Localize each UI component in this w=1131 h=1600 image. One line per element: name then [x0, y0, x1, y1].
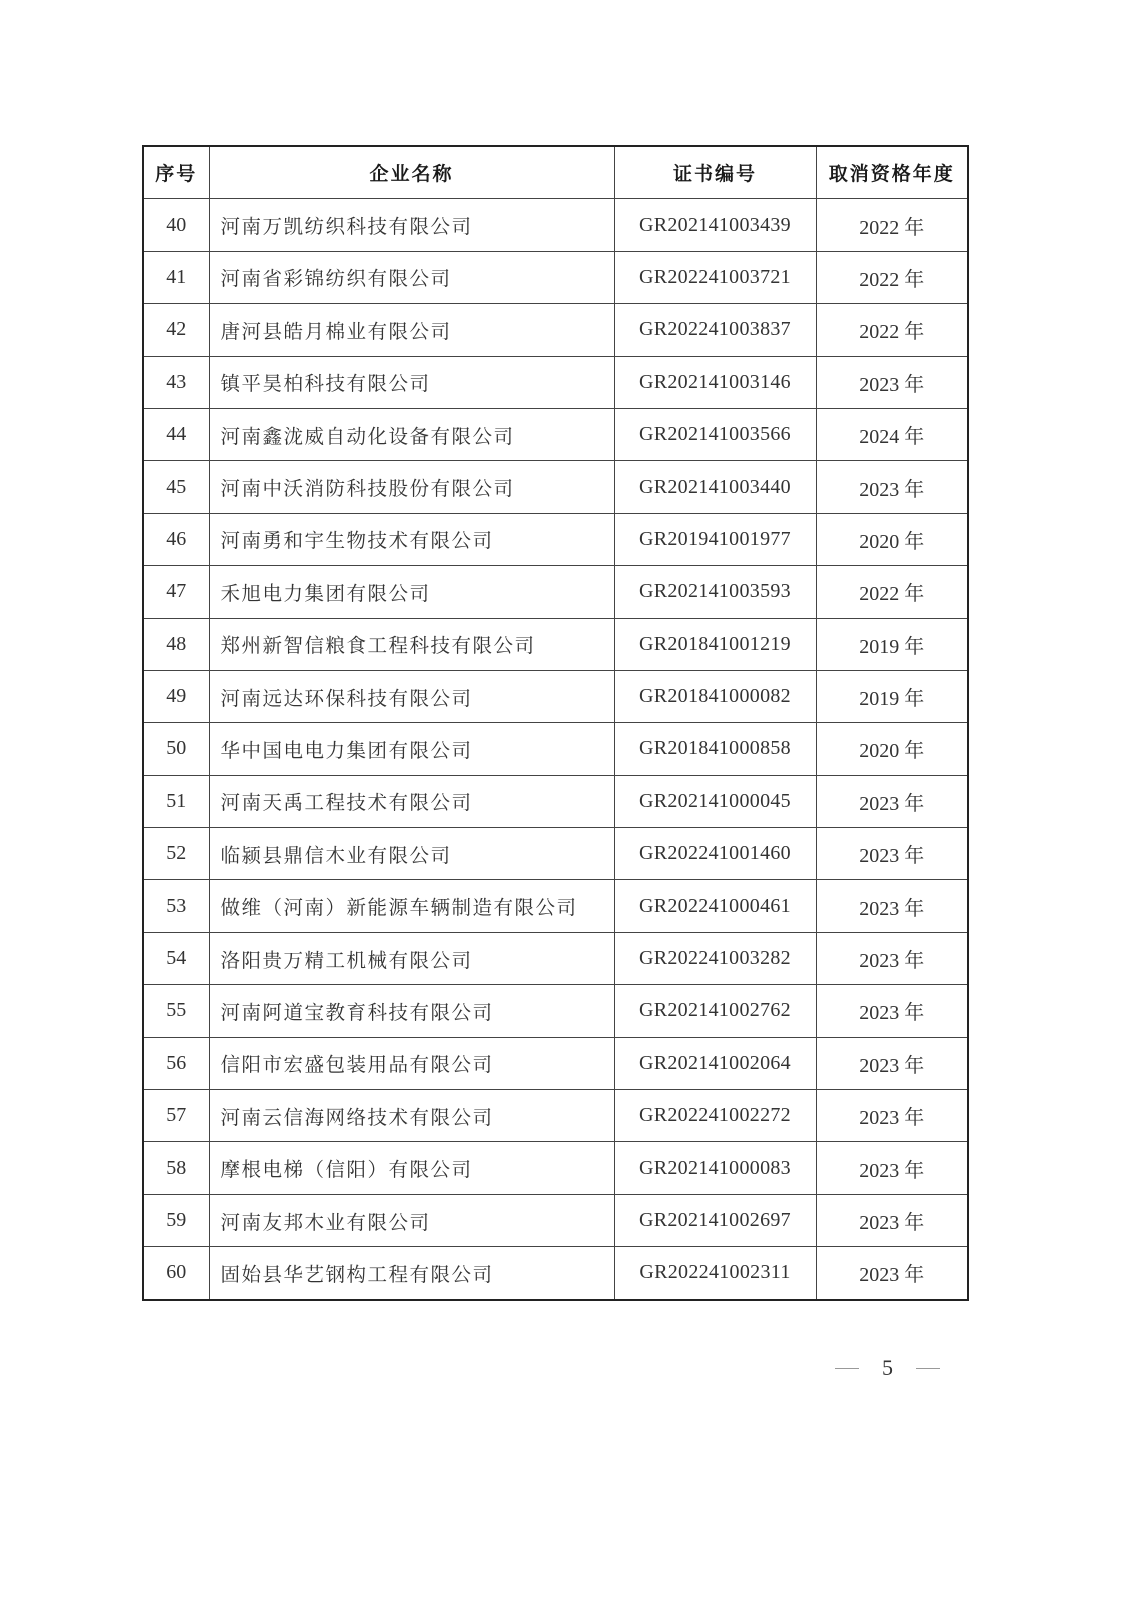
- company-name-cell: 摩根电梯（信阳）有限公司: [209, 1142, 614, 1194]
- revocation-year-cell: 2023 年: [816, 880, 968, 932]
- serial-no-cell: 60: [143, 1247, 209, 1300]
- certificate-no-cell: GR201941001977: [614, 513, 816, 565]
- revocation-year-cell: 2022 年: [816, 304, 968, 356]
- revocation-year-cell: 2022 年: [816, 566, 968, 618]
- revocation-year-cell: 2023 年: [816, 461, 968, 513]
- company-name-cell: 河南勇和宇生物技术有限公司: [209, 513, 614, 565]
- serial-no-cell: 40: [143, 199, 209, 251]
- certificate-no-cell: GR202241002272: [614, 1090, 816, 1142]
- certificate-no-cell: GR201841001219: [614, 618, 816, 670]
- table-row: [143, 723, 968, 775]
- certificate-no-cell: GR202141003440: [614, 461, 816, 513]
- company-name-cell: 信阳市宏盛包装用品有限公司: [209, 1037, 614, 1089]
- revocation-year-cell: 2024 年: [816, 408, 968, 460]
- certificate-no-cell: GR202241002311: [614, 1247, 816, 1300]
- certificate-no-cell: GR202141003593: [614, 566, 816, 618]
- certificate-no-cell: GR202141000045: [614, 775, 816, 827]
- serial-no-cell: 56: [143, 1037, 209, 1089]
- company-name-cell: 做维（河南）新能源车辆制造有限公司: [209, 880, 614, 932]
- header-company-name: 企业名称: [209, 146, 614, 199]
- company-name-cell: 临颍县鼎信木业有限公司: [209, 828, 614, 880]
- certificate-no-cell: GR202141000083: [614, 1142, 816, 1194]
- table-row: [143, 985, 968, 1037]
- certificate-no-cell: GR201841000858: [614, 723, 816, 775]
- revocation-year-cell: 2023 年: [816, 1194, 968, 1246]
- revocation-year-cell: 2023 年: [816, 356, 968, 408]
- serial-no-cell: 45: [143, 461, 209, 513]
- certificate-no-cell: GR201841000082: [614, 670, 816, 722]
- table-row: [143, 251, 968, 303]
- table-row: [143, 1247, 968, 1300]
- table-row: [143, 932, 968, 984]
- certificate-no-cell: GR202141002762: [614, 985, 816, 1037]
- serial-no-cell: 43: [143, 356, 209, 408]
- serial-no-cell: 58: [143, 1142, 209, 1194]
- table-row: [143, 513, 968, 565]
- certificate-no-cell: GR202241003721: [614, 251, 816, 303]
- table-row: [143, 356, 968, 408]
- revocation-year-cell: 2023 年: [816, 775, 968, 827]
- certificate-no-cell: GR202141003146: [614, 356, 816, 408]
- company-name-cell: 唐河县皓月棉业有限公司: [209, 304, 614, 356]
- company-name-cell: 固始县华艺钢构工程有限公司: [209, 1247, 614, 1300]
- serial-no-cell: 51: [143, 775, 209, 827]
- table-row: [143, 304, 968, 356]
- dash-right: [916, 1368, 940, 1369]
- table-row: [143, 1194, 968, 1246]
- serial-no-cell: 47: [143, 566, 209, 618]
- certificate-no-cell: GR202241000461: [614, 880, 816, 932]
- header-serial-no: 序号: [143, 146, 209, 199]
- page-number: [835, 1354, 940, 1382]
- company-name-cell: 郑州新智信粮食工程科技有限公司: [209, 618, 614, 670]
- revocation-year-cell: 2019 年: [816, 670, 968, 722]
- revocation-year-cell: 2022 年: [816, 251, 968, 303]
- company-name-cell: 华中国电电力集团有限公司: [209, 723, 614, 775]
- dash-left: [835, 1368, 859, 1369]
- header-revocation-year: 取消资格年度: [816, 146, 968, 199]
- revocation-year-cell: 2022 年: [816, 199, 968, 251]
- serial-no-cell: 53: [143, 880, 209, 932]
- revocation-year-cell: 2023 年: [816, 1142, 968, 1194]
- company-name-cell: 河南万凯纺织科技有限公司: [209, 199, 614, 251]
- serial-no-cell: 59: [143, 1194, 209, 1246]
- table-row: [143, 775, 968, 827]
- revocation-year-cell: 2020 年: [816, 723, 968, 775]
- revocation-table: [142, 145, 969, 1301]
- certificate-no-cell: GR202241001460: [614, 828, 816, 880]
- serial-no-cell: 44: [143, 408, 209, 460]
- revocation-year-cell: 2023 年: [816, 828, 968, 880]
- company-name-cell: 河南阿道宝教育科技有限公司: [209, 985, 614, 1037]
- certificate-no-cell: GR202141003566: [614, 408, 816, 460]
- company-name-cell: 河南远达环保科技有限公司: [209, 670, 614, 722]
- company-name-cell: 河南中沃消防科技股份有限公司: [209, 461, 614, 513]
- serial-no-cell: 50: [143, 723, 209, 775]
- revocation-year-cell: 2023 年: [816, 1247, 968, 1300]
- serial-no-cell: 52: [143, 828, 209, 880]
- table-row: [143, 461, 968, 513]
- serial-no-cell: 55: [143, 985, 209, 1037]
- certificate-no-cell: GR202141002064: [614, 1037, 816, 1089]
- certificate-no-cell: GR202141003439: [614, 199, 816, 251]
- serial-no-cell: 46: [143, 513, 209, 565]
- company-name-cell: 河南云信海网络技术有限公司: [209, 1090, 614, 1142]
- revocation-table-container: [142, 145, 967, 1301]
- table-header-row: [143, 146, 968, 199]
- table-row: [143, 880, 968, 932]
- company-name-cell: 禾旭电力集团有限公司: [209, 566, 614, 618]
- revocation-year-cell: 2020 年: [816, 513, 968, 565]
- table-row: [143, 566, 968, 618]
- revocation-year-cell: 2023 年: [816, 932, 968, 984]
- company-name-cell: 河南省彩锦纺织有限公司: [209, 251, 614, 303]
- certificate-no-cell: GR202241003837: [614, 304, 816, 356]
- serial-no-cell: 41: [143, 251, 209, 303]
- serial-no-cell: 54: [143, 932, 209, 984]
- table-row: [143, 828, 968, 880]
- company-name-cell: 洛阳贵万精工机械有限公司: [209, 932, 614, 984]
- serial-no-cell: 48: [143, 618, 209, 670]
- table-row: [143, 408, 968, 460]
- table-body: [143, 199, 968, 1300]
- serial-no-cell: 49: [143, 670, 209, 722]
- table-row: [143, 199, 968, 251]
- serial-no-cell: 57: [143, 1090, 209, 1142]
- company-name-cell: 河南天禹工程技术有限公司: [209, 775, 614, 827]
- page-number-value: 5: [882, 1355, 893, 1380]
- serial-no-cell: 42: [143, 304, 209, 356]
- company-name-cell: 河南鑫泷威自动化设备有限公司: [209, 408, 614, 460]
- header-certificate-no: 证书编号: [614, 146, 816, 199]
- revocation-year-cell: 2023 年: [816, 1090, 968, 1142]
- table-row: [143, 618, 968, 670]
- certificate-no-cell: GR202141002697: [614, 1194, 816, 1246]
- revocation-year-cell: 2023 年: [816, 1037, 968, 1089]
- table-row: [143, 1037, 968, 1089]
- company-name-cell: 河南友邦木业有限公司: [209, 1194, 614, 1246]
- revocation-year-cell: 2019 年: [816, 618, 968, 670]
- table-row: [143, 670, 968, 722]
- revocation-year-cell: 2023 年: [816, 985, 968, 1037]
- table-row: [143, 1090, 968, 1142]
- company-name-cell: 镇平昊柏科技有限公司: [209, 356, 614, 408]
- certificate-no-cell: GR202241003282: [614, 932, 816, 984]
- table-row: [143, 1142, 968, 1194]
